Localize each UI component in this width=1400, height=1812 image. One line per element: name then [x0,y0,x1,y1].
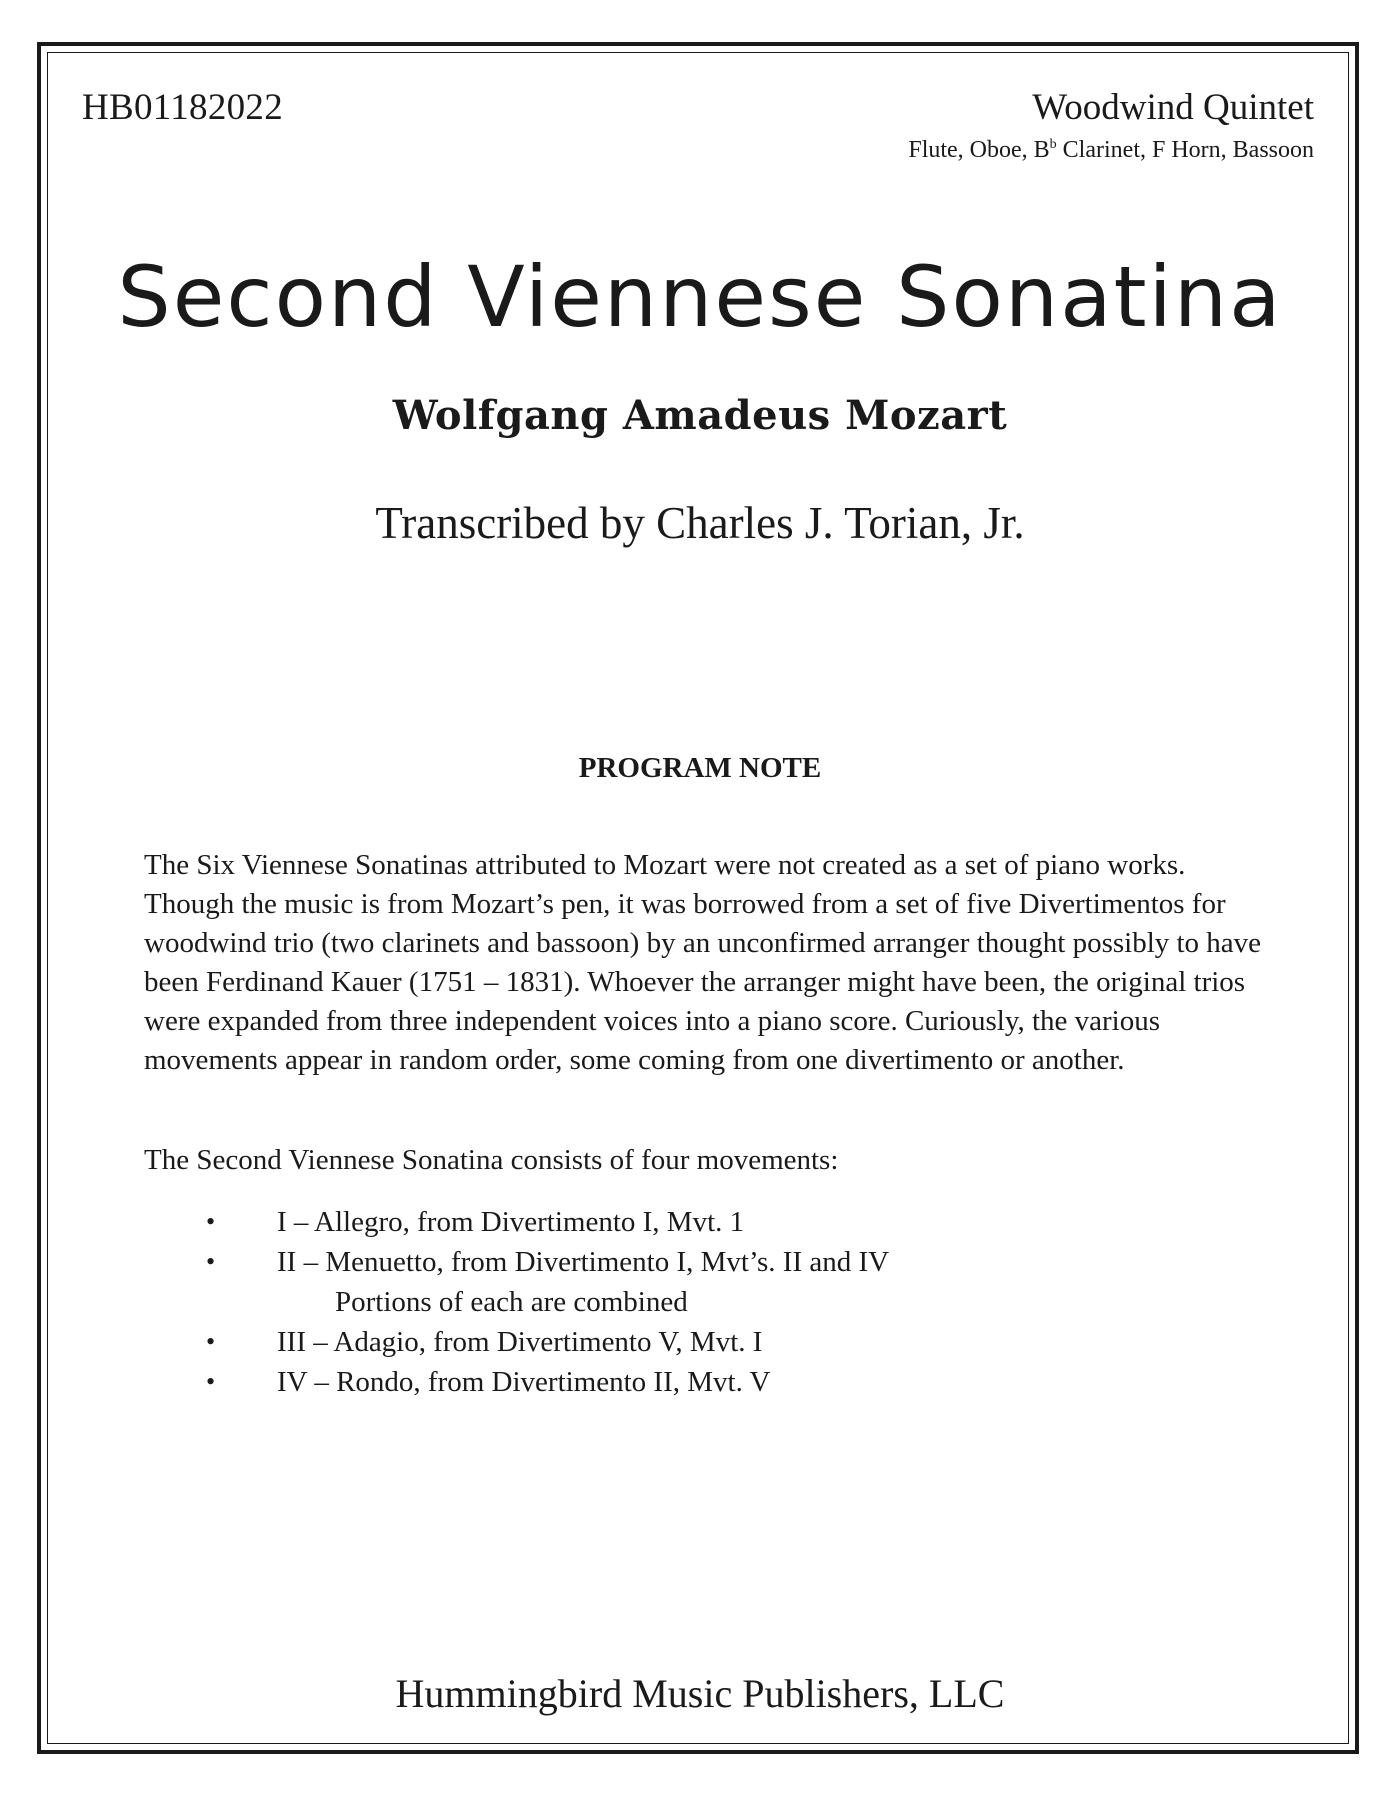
movement-text: IV – Rondo, from Divertimento II, Mvt. V [277,1366,771,1398]
list-item [144,1242,1264,1322]
transcriber-credit: Transcribed by Charles J. Torian, Jr. [375,498,1025,548]
ensemble-name: Woodwind Quintet [1032,87,1314,128]
catalog-number: HB01182022 [82,87,284,128]
publisher-name: Hummingbird Music Publishers, LLC [395,1671,1005,1716]
bullet-icon: • [206,1367,216,1396]
movement-text: III – Adagio, from Divertimento V, Mvt. I [277,1326,763,1358]
piece-title: Second Viennese Sonatina [117,248,1283,346]
instrumentation-start: Flute, Oboe, B [908,137,1050,163]
program-note-paragraph: The Six Viennese Sonatinas attributed to Mozart were not created as a set of piano works. Though the music is from Mozart’s pen, it was borrowed from a set of five Divertimentos for woodwind trio (two clarinets and bassoon) by an unconfirmed arranger thought possibly to have been Ferdinand Kauer (1751 – 1831). Whoever the arranger might have been, the original trios were expanded from three independent voices into a piano score. Curiously, the various movements appear in random order, some coming from one divertimento or another. [144,849,1262,1076]
movements-intro: The Second Viennese Sonatina consists of four movements: [144,1144,839,1176]
list-item [144,1362,1264,1402]
list-item [144,1322,1264,1362]
movement-list [144,1202,1264,1402]
program-note-heading: PROGRAM NOTE [578,752,822,784]
instrumentation [908,137,1314,164]
movement-text: I – Allegro, from Divertimento I, Mvt. 1 [277,1206,745,1238]
bullet-icon: • [206,1327,216,1356]
instrumentation-end: Clarinet, F Horn, Bassoon [1056,137,1314,163]
bullet-icon: • [206,1247,216,1276]
bullet-icon: • [206,1207,216,1236]
list-item [144,1202,1264,1242]
movement-subtext: Portions of each are combined [335,1286,688,1318]
movement-text: II – Menuetto, from Divertimento I, Mvt’s. II and IV [277,1246,890,1278]
composer-name: Wolfgang Amadeus Mozart [392,392,1008,439]
flat-sign: b [1049,137,1057,152]
